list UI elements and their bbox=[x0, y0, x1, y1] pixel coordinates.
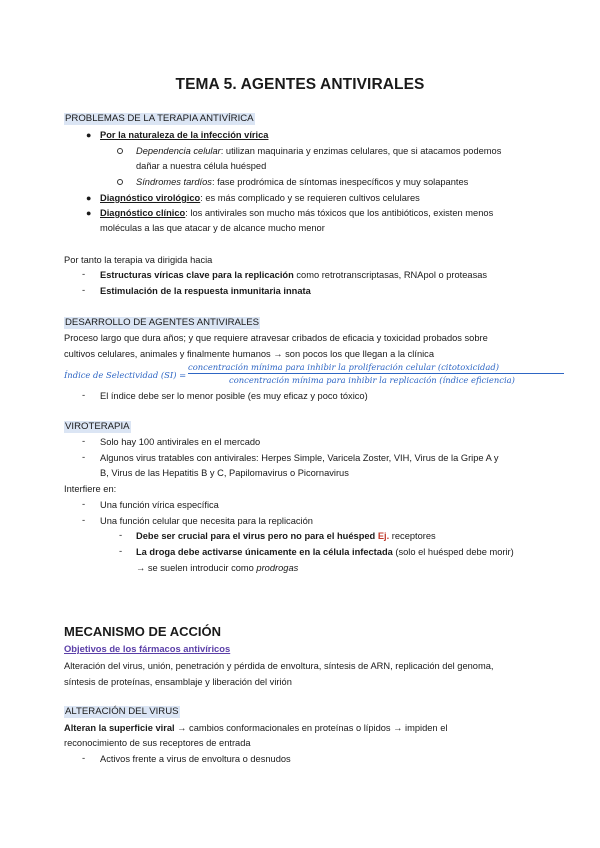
desarrollo-index-note: El índice debe ser lo menor posible (es muy eficaz y poco tóxico) bbox=[100, 391, 368, 401]
section-heading-desarrollo: DESARROLLO DE AGENTES ANTIVIRALES bbox=[65, 317, 260, 328]
interfiere-label: Interfiere en: bbox=[64, 484, 117, 494]
dash-icon: - bbox=[82, 390, 86, 401]
term-italic: prodrogas bbox=[256, 563, 299, 573]
bullet-icon: ● bbox=[86, 208, 92, 218]
formula-denominator: concentración mínima para inhibir la replicación (índice eficiencia) bbox=[229, 375, 515, 385]
section-heading-alteracion: ALTERACIÓN DEL VIRUS bbox=[65, 706, 179, 717]
term-text: : es más complicado y se requieren cultivos celulares bbox=[200, 193, 420, 203]
desarrollo-text-2: cultivos celulares, animales y finalmente humanos → son pocos los que llegan a la clínica bbox=[64, 349, 435, 359]
fraction-bar bbox=[188, 373, 564, 374]
bullet-icon: ● bbox=[86, 193, 92, 203]
therapy-intro: Por tanto la terapia va dirigida hacia bbox=[64, 255, 213, 265]
section-heading-problemas: PROBLEMAS DE LA TERAPIA ANTIVÍRICA bbox=[65, 113, 254, 124]
alteracion-text-1 bbox=[64, 722, 447, 734]
problem-diag-clinico bbox=[100, 207, 493, 219]
problem-diag-virologico bbox=[100, 192, 420, 204]
viroterapia-item-1: Solo hay 100 antivirales en el mercado bbox=[100, 437, 261, 447]
dash-icon: - bbox=[82, 515, 86, 526]
bullet-icon: ● bbox=[86, 130, 92, 140]
problem-diag-clinico-cont: moléculas a las que atacar y de alcance mucho menor bbox=[100, 223, 325, 233]
heading-mecanismo: MECANISMO DE ACCIÓN bbox=[64, 624, 221, 639]
circle-bullet-icon bbox=[117, 179, 123, 185]
dash-icon: - bbox=[82, 753, 86, 764]
interfiere-sub-1 bbox=[136, 530, 436, 542]
term-label: Dependencia celular bbox=[136, 146, 221, 156]
page-title: TEMA 5. AGENTES ANTIVIRALES bbox=[175, 76, 425, 93]
viroterapia-item-2: Algunos virus tratables con antivirales: Herpes Simple, Varicela Zoster, VIH, Virus de la Gripe A y bbox=[100, 453, 499, 463]
dash-icon: - bbox=[82, 499, 86, 510]
example-label: Ej. bbox=[377, 531, 390, 541]
interfiere-sub-2 bbox=[136, 546, 514, 558]
term-text: : fase prodrómica de síntomas inespecíficos y muy solapantes bbox=[211, 177, 469, 187]
term-label: Alteran la superficie viral bbox=[64, 723, 175, 733]
problem-sindromes bbox=[136, 176, 468, 188]
alteracion-text-2: reconocimiento de sus receptores de entrada bbox=[64, 738, 251, 748]
dash-icon: - bbox=[119, 530, 123, 541]
term-label: La droga debe activarse únicamente en la célula infectada bbox=[136, 547, 393, 557]
circle-bullet-icon bbox=[117, 148, 123, 154]
link-objetivos[interactable]: Objetivos de los fármacos antivíricos bbox=[64, 643, 231, 654]
term-label: Estructuras víricas clave para la replicación bbox=[100, 270, 294, 280]
interfiere-sub-2-cont bbox=[136, 562, 298, 574]
term-text: (solo el huésped debe morir) bbox=[392, 547, 514, 557]
mecanismo-text-1: Alteración del virus, unión, penetración y pérdida de envoltura, síntesis de ARN, replicación del genoma, bbox=[64, 661, 494, 671]
term-text: : los antivirales son mucho más tóxicos que los antibióticos, existen menos bbox=[185, 208, 494, 218]
dash-icon: - bbox=[82, 452, 86, 463]
interfiere-item-1: Una función vírica específica bbox=[100, 500, 219, 510]
term-label: Diagnóstico clínico bbox=[100, 208, 186, 218]
therapy-target-1 bbox=[100, 269, 487, 281]
term-label: Debe ser crucial para el virus pero no para el huésped bbox=[136, 531, 376, 541]
mecanismo-text-2: síntesis de proteínas, ensamblaje y liberación del virión bbox=[64, 677, 292, 687]
term-text: → se suelen introducir como bbox=[136, 563, 257, 573]
term-label: Síndromes tardíos bbox=[136, 177, 212, 187]
dash-icon: - bbox=[82, 436, 86, 447]
desarrollo-text-1: Proceso largo que dura años; y que requiere atravesar cribados de eficacia y toxicidad probados sobre bbox=[64, 333, 488, 343]
section-heading-viroterapia: VIROTERAPIA bbox=[65, 421, 130, 432]
problem-dependencia-cont: dañar a nuestra célula huésped bbox=[136, 161, 267, 171]
formula-left: Índice de Selectividad (SI) = bbox=[64, 370, 187, 380]
term-text: receptores bbox=[389, 531, 436, 541]
viroterapia-item-2-cont: B, Virus de las Hepatitis B y C, Papilomavirus o Picornavirus bbox=[100, 468, 349, 478]
dash-icon: - bbox=[82, 285, 86, 296]
therapy-target-2: Estimulación de la respuesta inmunitaria innata bbox=[100, 286, 311, 296]
term-text: como retrotranscriptasas, RNApol o proteasas bbox=[293, 270, 488, 280]
term-label: Diagnóstico virológico bbox=[100, 193, 201, 203]
term-text: : utilizan maquinaria y enzimas celulares, que si atacamos podemos bbox=[220, 146, 502, 156]
problem-naturaleza: Por la naturaleza de la infección vírica bbox=[100, 130, 269, 140]
term-text: → cambios conformacionales en proteínas o lípidos → impiden el bbox=[174, 723, 448, 733]
problem-dependencia bbox=[136, 145, 501, 157]
dash-icon: - bbox=[119, 546, 123, 557]
interfiere-item-2: Una función celular que necesita para la replicación bbox=[100, 516, 313, 526]
alteracion-item-1: Activos frente a virus de envoltura o desnudos bbox=[100, 754, 291, 764]
formula-numerator: concentración mínima para inhibir la proliferación celular (citotoxicidad) bbox=[188, 362, 500, 372]
dash-icon: - bbox=[82, 269, 86, 280]
